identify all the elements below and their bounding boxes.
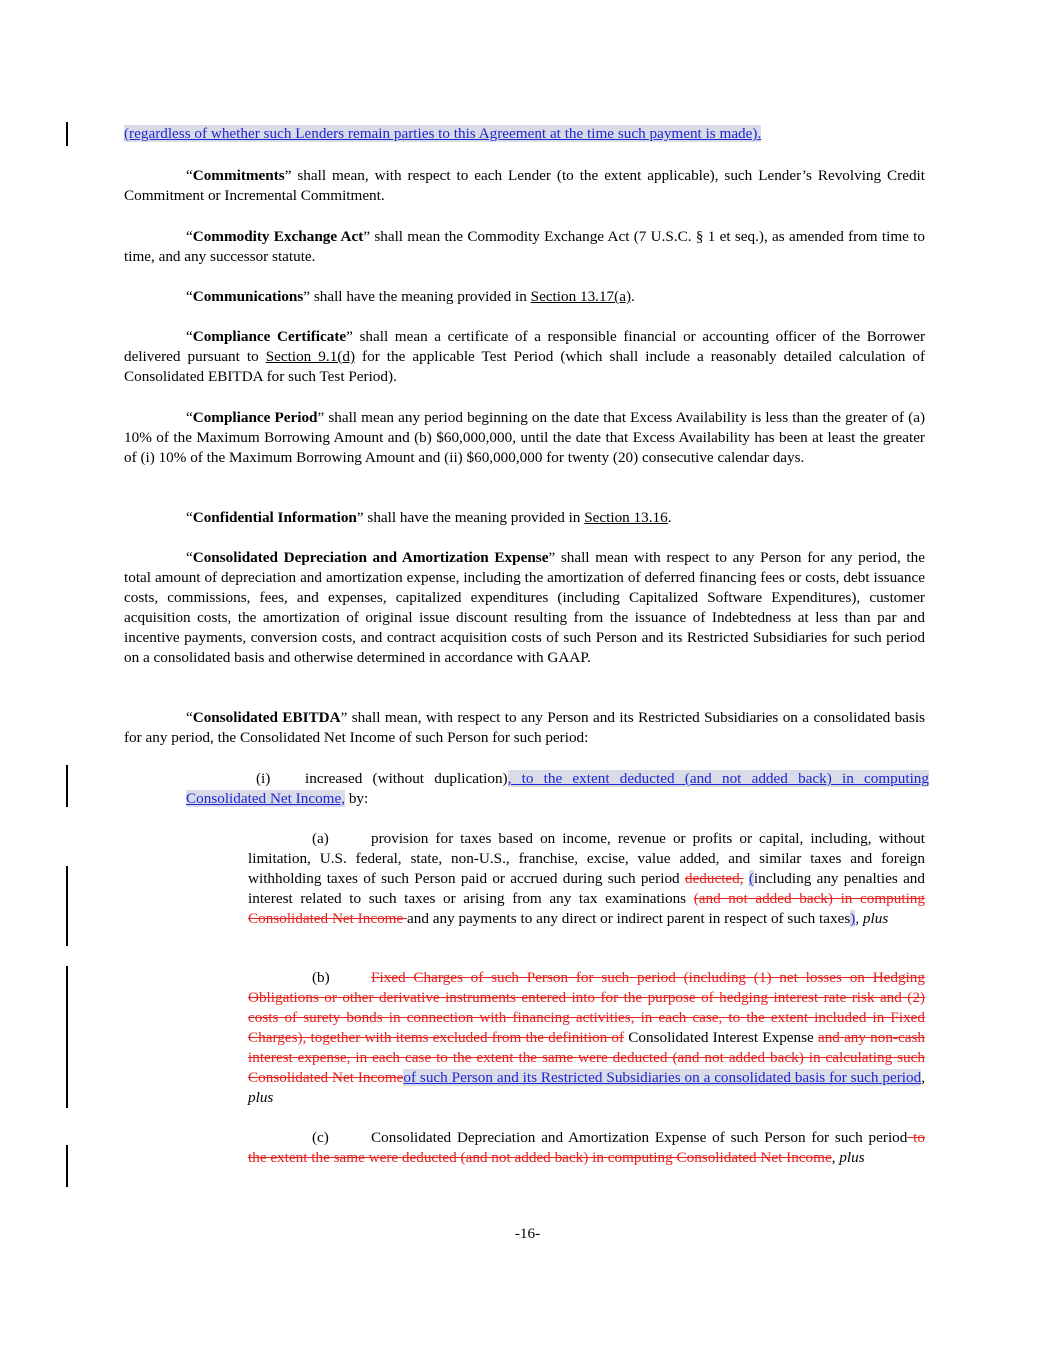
defined-term: Confidential Information xyxy=(192,509,357,526)
open-quote: “ xyxy=(186,288,193,305)
defined-term: Consolidated Depreciation and Amortization Expense xyxy=(192,549,549,566)
section-reference: Section 13.17(a) xyxy=(530,288,632,305)
clause-text: by: xyxy=(345,790,369,807)
inserted-text: ) xyxy=(850,910,856,927)
plus-word: plus xyxy=(248,1089,274,1106)
clause-text: , xyxy=(855,910,863,927)
definition-consolidated-ebitda xyxy=(124,708,925,748)
clause-b xyxy=(248,968,925,1108)
deleted-text: Fixed Charges of such Person for such period (including (1) net losses on Hedging Obligations or other derivative instruments entered into for the purpose of hedging interest rate risk and (2) costs of surety bonds in connection with financing activities, in each case, to the extent included in Fixed Charges), together with items excluded from the definition of xyxy=(248,969,925,1046)
deleted-text: (and not added back) in computing Consolidated Net Income xyxy=(248,890,925,927)
deleted-text: deducted, xyxy=(684,870,744,887)
definition-compliance-period xyxy=(124,408,925,468)
clause-text: Consolidated Interest Expense xyxy=(624,1029,818,1046)
open-quote: “ xyxy=(186,509,193,526)
clause-number: (b) xyxy=(312,969,330,986)
open-quote: “ xyxy=(186,709,193,726)
clause-text: , xyxy=(921,1069,925,1086)
clause-number: (c) xyxy=(312,1129,329,1146)
definition-confidential-information xyxy=(124,508,925,528)
clause-number: (a) xyxy=(312,830,329,847)
definition-text: ” shall mean any period beginning on the date that Excess Availability is less than the greater of (a) 10% of the Maximum Borrowing Amount and (b) $60,000,000, until the date that Excess Availability has been at least the greater of (i) 10% of the Maximum Borrowing Amount and (ii) $60,000,000 for twenty (20) consecutive calendar days. xyxy=(124,409,926,466)
inserted-text: , to the extent deducted (and not added back) in computing Consolidated Net Income, xyxy=(186,770,929,807)
plus-word: plus xyxy=(839,1149,865,1166)
definition-text: ” shall have the meaning provided in xyxy=(356,509,585,526)
definition-end: for the applicable Test Period (which shall include a reasonably detailed calculation of Consolidated EBITDA for such Test Period). xyxy=(124,348,926,385)
defined-term: Commitments xyxy=(192,167,285,184)
definition-text: ” shall have the meaning provided in xyxy=(303,288,531,305)
defined-term: Commodity Exchange Act xyxy=(192,228,364,245)
clause-text: , xyxy=(831,1149,840,1166)
definition-text: ” shall mean with respect to any Person for any period, the total amount of depreciation and amortization expense, including the amortization of deferred financing fees or costs, debt issuance costs, commissions, fees, and expenses, capitalized expenditures (including Capitalized Software Expenditures), customer acquisition costs, the amortization of original issue discount resulting from the issuance of Indebtedness at less than par and incentive payments, conversion costs, and contract acquisition costs of such Person and its Restricted Subsidiaries for such period on a consolidated basis and otherwise determined in accordance with GAAP. xyxy=(124,549,925,666)
defined-term: Compliance Certificate xyxy=(192,328,347,345)
definition-text: ” shall mean, with respect to any Person and its Restricted Subsidiaries on a consolidated basis for any period, the Consolidated Net Income of such Person for such period: xyxy=(124,709,925,746)
clause-text: increased (without duplication) xyxy=(305,770,508,787)
section-reference: Section 13.16 xyxy=(584,509,668,526)
change-bar xyxy=(66,122,68,146)
defined-term: Communications xyxy=(192,288,304,305)
definition-compliance-certificate xyxy=(124,327,925,387)
clause-a xyxy=(248,829,925,929)
plus-word: plus xyxy=(862,910,889,927)
definition-text: ” shall mean the Commodity Exchange Act (7 U.S.C. § 1 et seq.), as amended from time to time, and any successor statute. xyxy=(124,228,925,265)
definition-commitments xyxy=(124,166,925,206)
inserted-text: (regardless of whether such Lenders remain parties to this Agreement at the time such payment is made). xyxy=(124,125,762,142)
open-quote: “ xyxy=(186,328,193,345)
open-quote: “ xyxy=(186,409,193,426)
definition-end: . xyxy=(631,288,635,305)
definition-communications xyxy=(124,287,925,307)
deleted-text: to the extent the same were deducted (and not added back) in computing Consolidated Net Income xyxy=(248,1129,925,1166)
clause-text: Consolidated Depreciation and Amortization Expense of such Person for such period xyxy=(371,1129,908,1146)
open-quote: “ xyxy=(186,549,193,566)
clause-text: including any penalties and interest related to such taxes or arising from any tax examinations xyxy=(248,870,925,907)
clause-number: (i) xyxy=(256,770,271,787)
clause-text: provision for taxes based on income, revenue or profits or capital, including, without limitation, U.S. federal, state, non-U.S., franchise, excise, value added, and similar taxes and foreign withholding taxes of such Person paid or accrued during such period xyxy=(248,830,925,887)
change-bar xyxy=(66,966,68,1108)
clause-i xyxy=(186,769,929,809)
change-bar xyxy=(66,1145,68,1187)
definition-text: ” shall mean, with respect to each Lender (to the extent applicable), such Lender’s Revolving Credit Commitment or Incremental Commitment. xyxy=(124,167,925,204)
defined-term: Consolidated EBITDA xyxy=(192,709,341,726)
page-number: -16- xyxy=(514,1225,541,1242)
open-quote: “ xyxy=(186,228,193,245)
inserted-fragment xyxy=(124,124,925,144)
change-bar xyxy=(66,866,68,946)
clause-text: and any payments to any direct or indirect parent in respect of such taxes xyxy=(407,910,851,927)
definition-depreciation-amortization xyxy=(124,548,925,668)
definition-end: . xyxy=(667,509,672,526)
clause-c xyxy=(248,1128,925,1168)
definition-commodity-exchange-act xyxy=(124,227,925,267)
change-bar xyxy=(66,765,68,807)
defined-term: Compliance Period xyxy=(192,409,318,426)
inserted-text: ( xyxy=(748,870,754,887)
section-reference: Section 9.1(d) xyxy=(265,348,356,365)
open-quote: “ xyxy=(186,167,193,184)
deleted-text: and any non-cash interest expense, in each case to the extent the same were deducted (and not added back) in calculating such Consolidated Net Income xyxy=(248,1029,926,1086)
inserted-text: of such Person and its Restricted Subsidiaries on a consolidated basis for such period xyxy=(403,1069,922,1086)
definition-text: ” shall mean a certificate of a responsible financial or accounting officer of the Borrower delivered pursuant to xyxy=(124,328,925,365)
